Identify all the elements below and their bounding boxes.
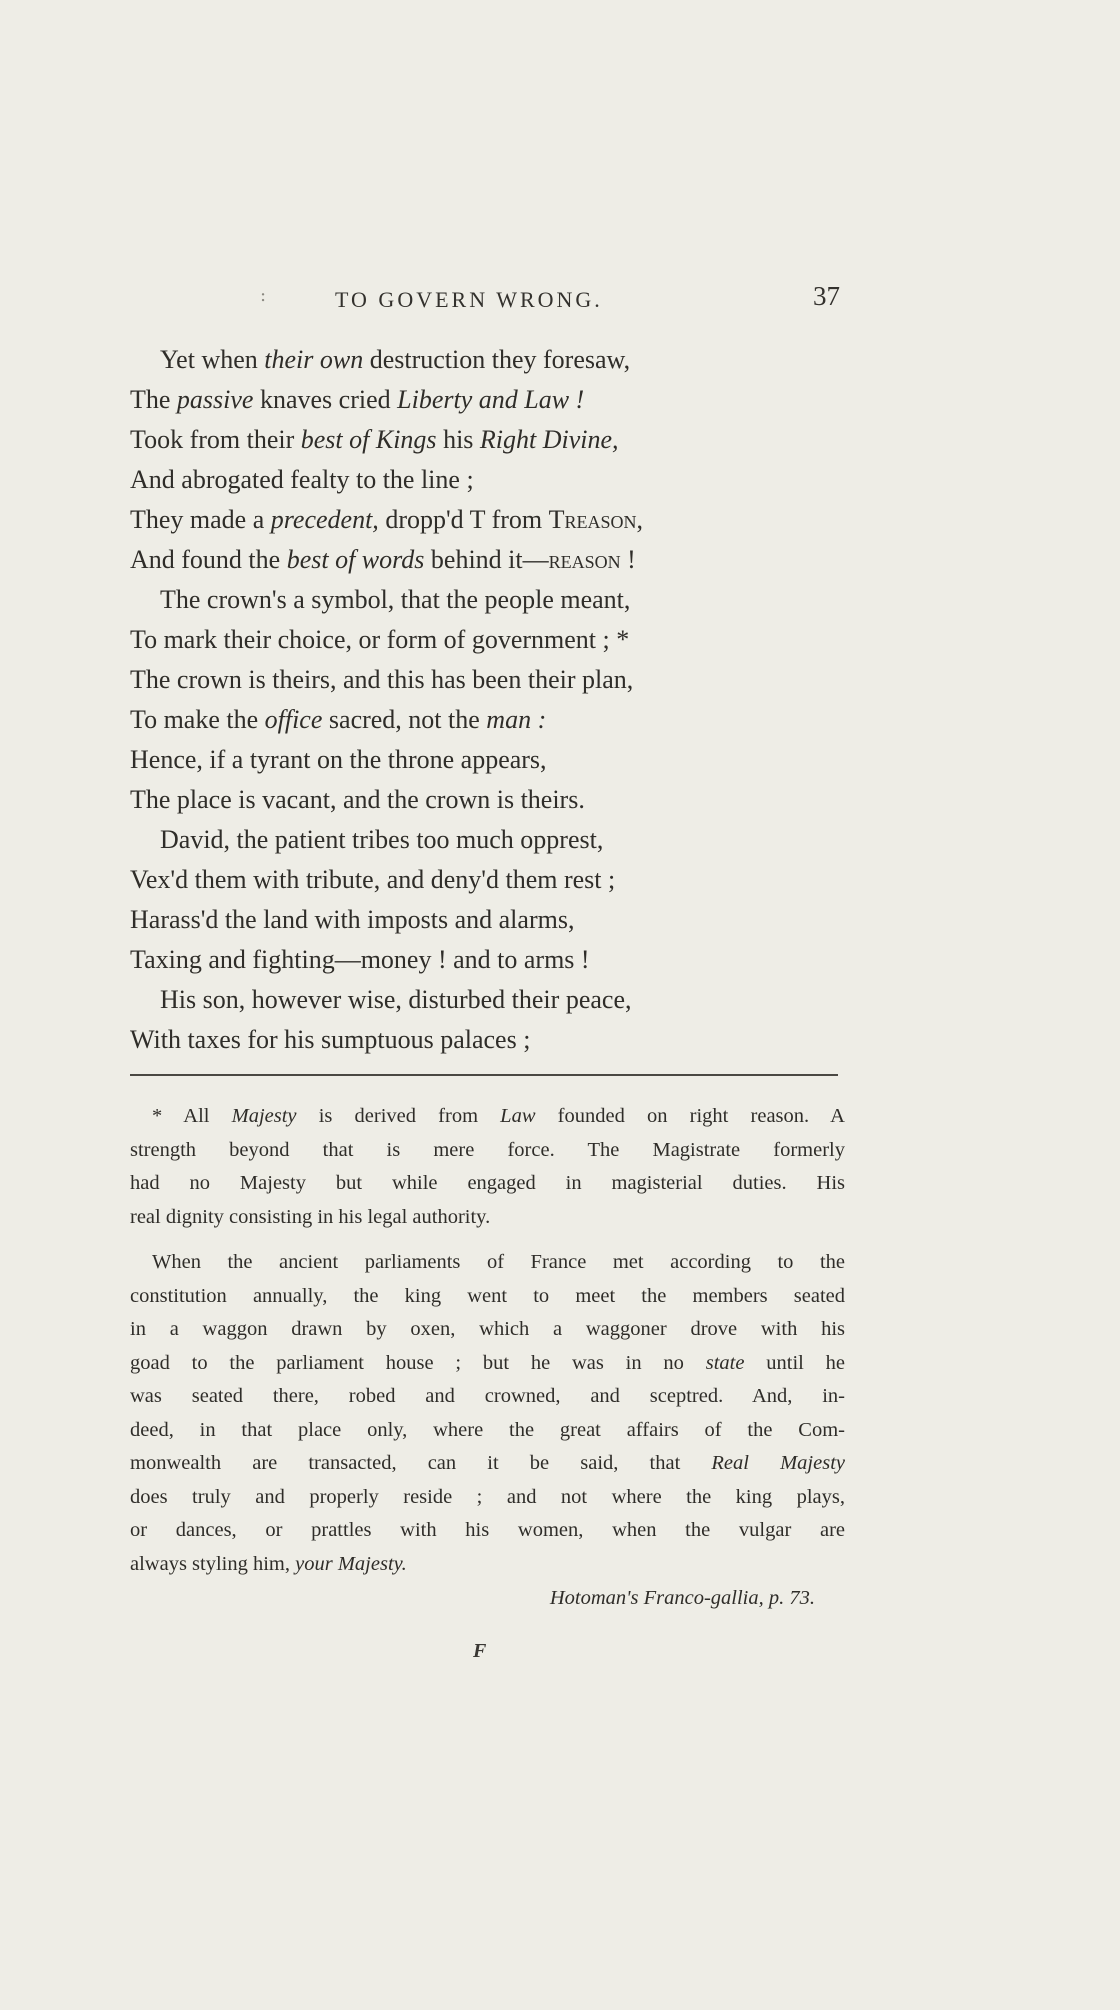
footnote-line [130, 1167, 845, 1201]
footnote-line [130, 1134, 845, 1168]
poem-line [130, 940, 850, 980]
poem-line [130, 540, 850, 580]
poem-text-run: best of Kings [300, 425, 437, 454]
footnote-text-run: always styling him, [130, 1552, 296, 1575]
poem-line [130, 500, 850, 540]
poem-text-run: their own [264, 345, 364, 374]
poem-line [130, 620, 850, 660]
poem-text-run: sacred, not the [322, 705, 487, 734]
footnote-text-run: * All [152, 1105, 232, 1127]
poem-text-run: With taxes for his sumptuous palaces ; [130, 1025, 531, 1054]
poem-text-run: man : [486, 705, 547, 734]
poem-text-run: ! [620, 545, 636, 574]
poem-text-run: Harass'd the land with imposts and alarms, [130, 905, 575, 934]
footnote-text-run: When the ancient parliaments of France met according to the [152, 1251, 845, 1273]
poem-line [130, 780, 850, 820]
poem-text-run: dropp'd T from [378, 505, 549, 534]
poem-text-run: reason [548, 545, 621, 574]
footnote-text-run: Real Majesty [711, 1452, 845, 1474]
poem-text-run: Treason, [548, 505, 644, 534]
footnote-line [130, 1514, 845, 1548]
footnote-line [130, 1548, 845, 1582]
footnote-line [130, 1201, 845, 1235]
footnote-line [130, 1481, 845, 1515]
poem-text-run: Right Divine, [479, 425, 619, 454]
poem-text-run: destruction they foresaw, [363, 345, 631, 374]
footnote-line [130, 1280, 845, 1314]
footnote-line [130, 1380, 845, 1414]
poem-line [130, 580, 850, 620]
poem-text-run: To mark their choice, or form of government ; * [130, 625, 630, 654]
poem-line [130, 820, 850, 860]
footnote-paragraph-2 [130, 1246, 845, 1581]
footnote-line [130, 1414, 845, 1448]
poem-line [130, 980, 850, 1020]
signature-mark: F [473, 1640, 487, 1662]
poem-line [130, 660, 850, 700]
footnote-line [130, 1246, 845, 1280]
footnote-text-run: is derived from [296, 1105, 501, 1127]
page-header [130, 283, 840, 323]
poem-text-run: knaves cried [253, 385, 398, 414]
footnote-line [130, 1313, 845, 1347]
footnote-paragraph-1 [130, 1100, 845, 1234]
footnote-text-run: was seated there, robed and crowned, and sceptred. And, in- [130, 1385, 845, 1407]
poem-text-run: His son, however wise, disturbed their peace, [160, 985, 632, 1014]
poem-line [130, 1020, 850, 1060]
poem-text-run: David, the patient tribes too much opprest, [160, 825, 604, 854]
footnote-citation: Hotoman's Franco-gallia, p. 73. [549, 1587, 815, 1609]
poem-line [130, 380, 850, 420]
poem-text-run: And found the [130, 545, 287, 574]
footnote-text-run: in a waggon drawn by oxen, which a waggoner drove with his [130, 1318, 845, 1340]
running-title: TO GOVERN WRONG. [335, 287, 603, 312]
poem-text-run: precedent, [270, 505, 379, 534]
poem-text-run: Took from their [130, 425, 301, 454]
poem-text-run: passive [176, 385, 254, 414]
poem-line [130, 340, 850, 380]
footnote-text-run: real dignity consisting in his legal authority. [130, 1205, 491, 1228]
footnote-divider [130, 1074, 838, 1076]
footnote [130, 1100, 845, 1615]
footnote-text-run: Law [500, 1105, 536, 1127]
poem-line [130, 900, 850, 940]
poem-text-run: Vex'd them with tribute, and deny'd them rest ; [130, 865, 616, 894]
poem-text-run: Hence, if a tyrant on the throne appears, [130, 745, 547, 774]
poem-text-run: Liberty and Law ! [397, 385, 585, 414]
footnote-text-run: deed, in that place only, where the great affairs of the Com- [130, 1418, 845, 1441]
poem-text-run: his [436, 425, 480, 454]
footnote-text-run: monwealth are transacted, can it be said, that [130, 1452, 712, 1474]
poem-text-run: The crown is theirs, and this has been their plan, [130, 665, 634, 694]
footnote-text-run: goad to the parliament house ; but he was in no [130, 1351, 706, 1374]
footnote-text-run: until he [744, 1351, 845, 1374]
footnote-text-run: or dances, or prattles with his women, when the vulgar are [130, 1519, 845, 1541]
poem-line [130, 460, 850, 500]
footnote-text-run: Majesty [231, 1105, 297, 1127]
poem-text-run: office [264, 705, 323, 734]
footnote-text-run: state [705, 1351, 745, 1374]
poem-text-run: behind it— [424, 545, 549, 574]
footnote-text-run: founded on right reason. A [535, 1105, 845, 1127]
footnote-text-run: does truly and properly reside ; and not where the king plays, [130, 1485, 845, 1508]
footnote-text-run: your Majesty. [295, 1552, 407, 1575]
poem-text-run: The place is vacant, and the crown is theirs. [130, 785, 585, 814]
poem-text [130, 340, 850, 1060]
footnote-text-run: had no Majesty but while engaged in magisterial duties. His [130, 1172, 845, 1194]
poem-line [130, 860, 850, 900]
poem-line [130, 700, 850, 740]
footnote-line [130, 1100, 845, 1134]
poem-text-run: To make the [130, 705, 265, 734]
footnote-text-run: constitution annually, the king went to meet the members seated [130, 1284, 845, 1307]
poem-text-run: Yet when [160, 345, 265, 374]
footnote-line [130, 1347, 845, 1381]
page-number: 37 [813, 281, 840, 311]
poem-line [130, 420, 850, 460]
poem-text-run: And abrogated fealty to the line ; [130, 465, 474, 494]
poem-text-run: The crown's a symbol, that the people meant, [160, 585, 631, 614]
poem-text-run: Taxing and fighting—money ! and to arms ! [130, 945, 590, 974]
footnote-text-run: strength beyond that is mere force. The Magistrate formerly [130, 1138, 845, 1161]
poem-line [130, 740, 850, 780]
poem-text-run: best of words [286, 545, 425, 574]
poem-text-run: They made a [130, 505, 271, 534]
footnote-line [130, 1447, 845, 1481]
header-mark: : [260, 285, 267, 306]
poem-text-run: The [130, 385, 177, 414]
